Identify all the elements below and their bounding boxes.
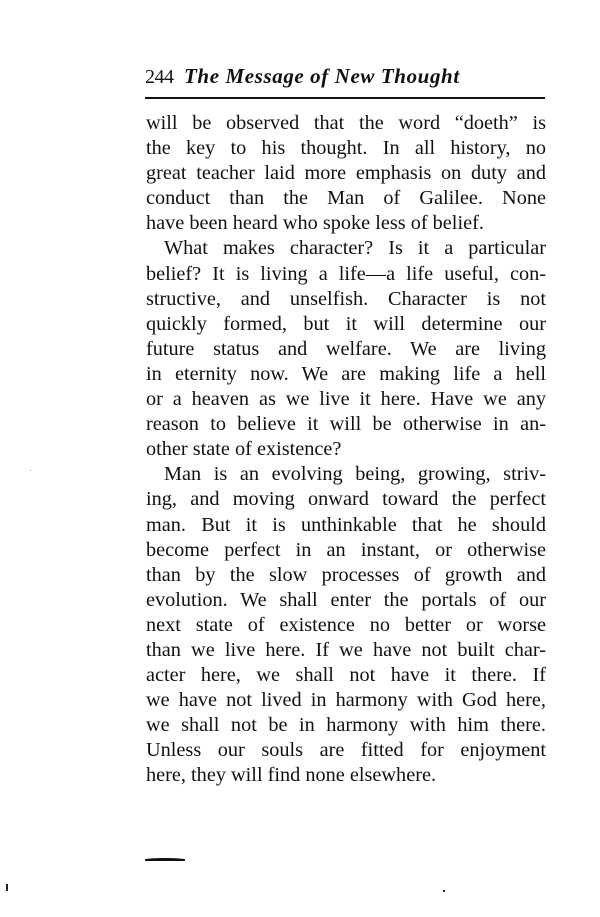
text-line: conduct than the Man of Galilee. None	[146, 187, 546, 210]
text-line: What makes character? Is it a particular	[164, 237, 546, 260]
text-line: than by the slow processes of growth and	[146, 563, 546, 586]
running-head	[145, 64, 545, 94]
text-line: belief? It is living a life—a life useful, con-	[146, 262, 546, 285]
text-line: Man is an evolving being, growing, striv-	[164, 463, 546, 486]
scan-speck	[443, 890, 445, 892]
text-line: great teacher laid more emphasis on duty and	[146, 162, 546, 185]
text-line: evolution. We shall enter the portals of our	[146, 588, 546, 611]
text-line: we have not lived in harmony with God here,	[146, 689, 546, 712]
header-rule	[145, 97, 545, 99]
scan-speck	[30, 470, 31, 471]
body-text	[146, 111, 546, 789]
text-line: other state of existence?	[146, 438, 342, 461]
text-line: man. But it is unthinkable that he should	[146, 513, 546, 536]
text-line: ing, and moving onward toward the perfect	[146, 488, 546, 511]
text-line: acter here, we shall not have it there. If	[146, 664, 546, 687]
text-line: quickly formed, but it will determine our	[146, 312, 546, 335]
text-line: structive, and unselfish. Character is not	[146, 287, 546, 310]
text-line: in eternity now. We are making life a hell	[146, 362, 546, 385]
text-line: than we live here. If we have not built char-	[146, 638, 546, 661]
page-number: 244	[145, 66, 174, 88]
text-line: have been heard who spoke less of belief.	[146, 212, 484, 235]
text-line: will be observed that the word “doeth” is	[146, 112, 546, 134]
running-title: The Message of New Thought	[184, 64, 460, 88]
text-line: or a heaven as we live it here. Have we any	[146, 388, 546, 411]
text-line: next state of existence no better or worse	[146, 613, 546, 636]
text-line: here, they will find none elsewhere.	[146, 764, 437, 787]
ink-mark	[145, 858, 185, 861]
text-line: the key to his thought. In all history, no	[146, 137, 546, 160]
text-line: become perfect in an instant, or otherwise	[146, 538, 546, 561]
text-line: reason to believe it will be otherwise in an-	[146, 413, 546, 436]
text-line: future status and welfare. We are living	[146, 337, 546, 360]
text-line: Unless our souls are fitted for enjoyment	[146, 739, 546, 762]
scan-speck	[6, 884, 8, 891]
text-line: we shall not be in harmony with him there.	[146, 714, 546, 737]
